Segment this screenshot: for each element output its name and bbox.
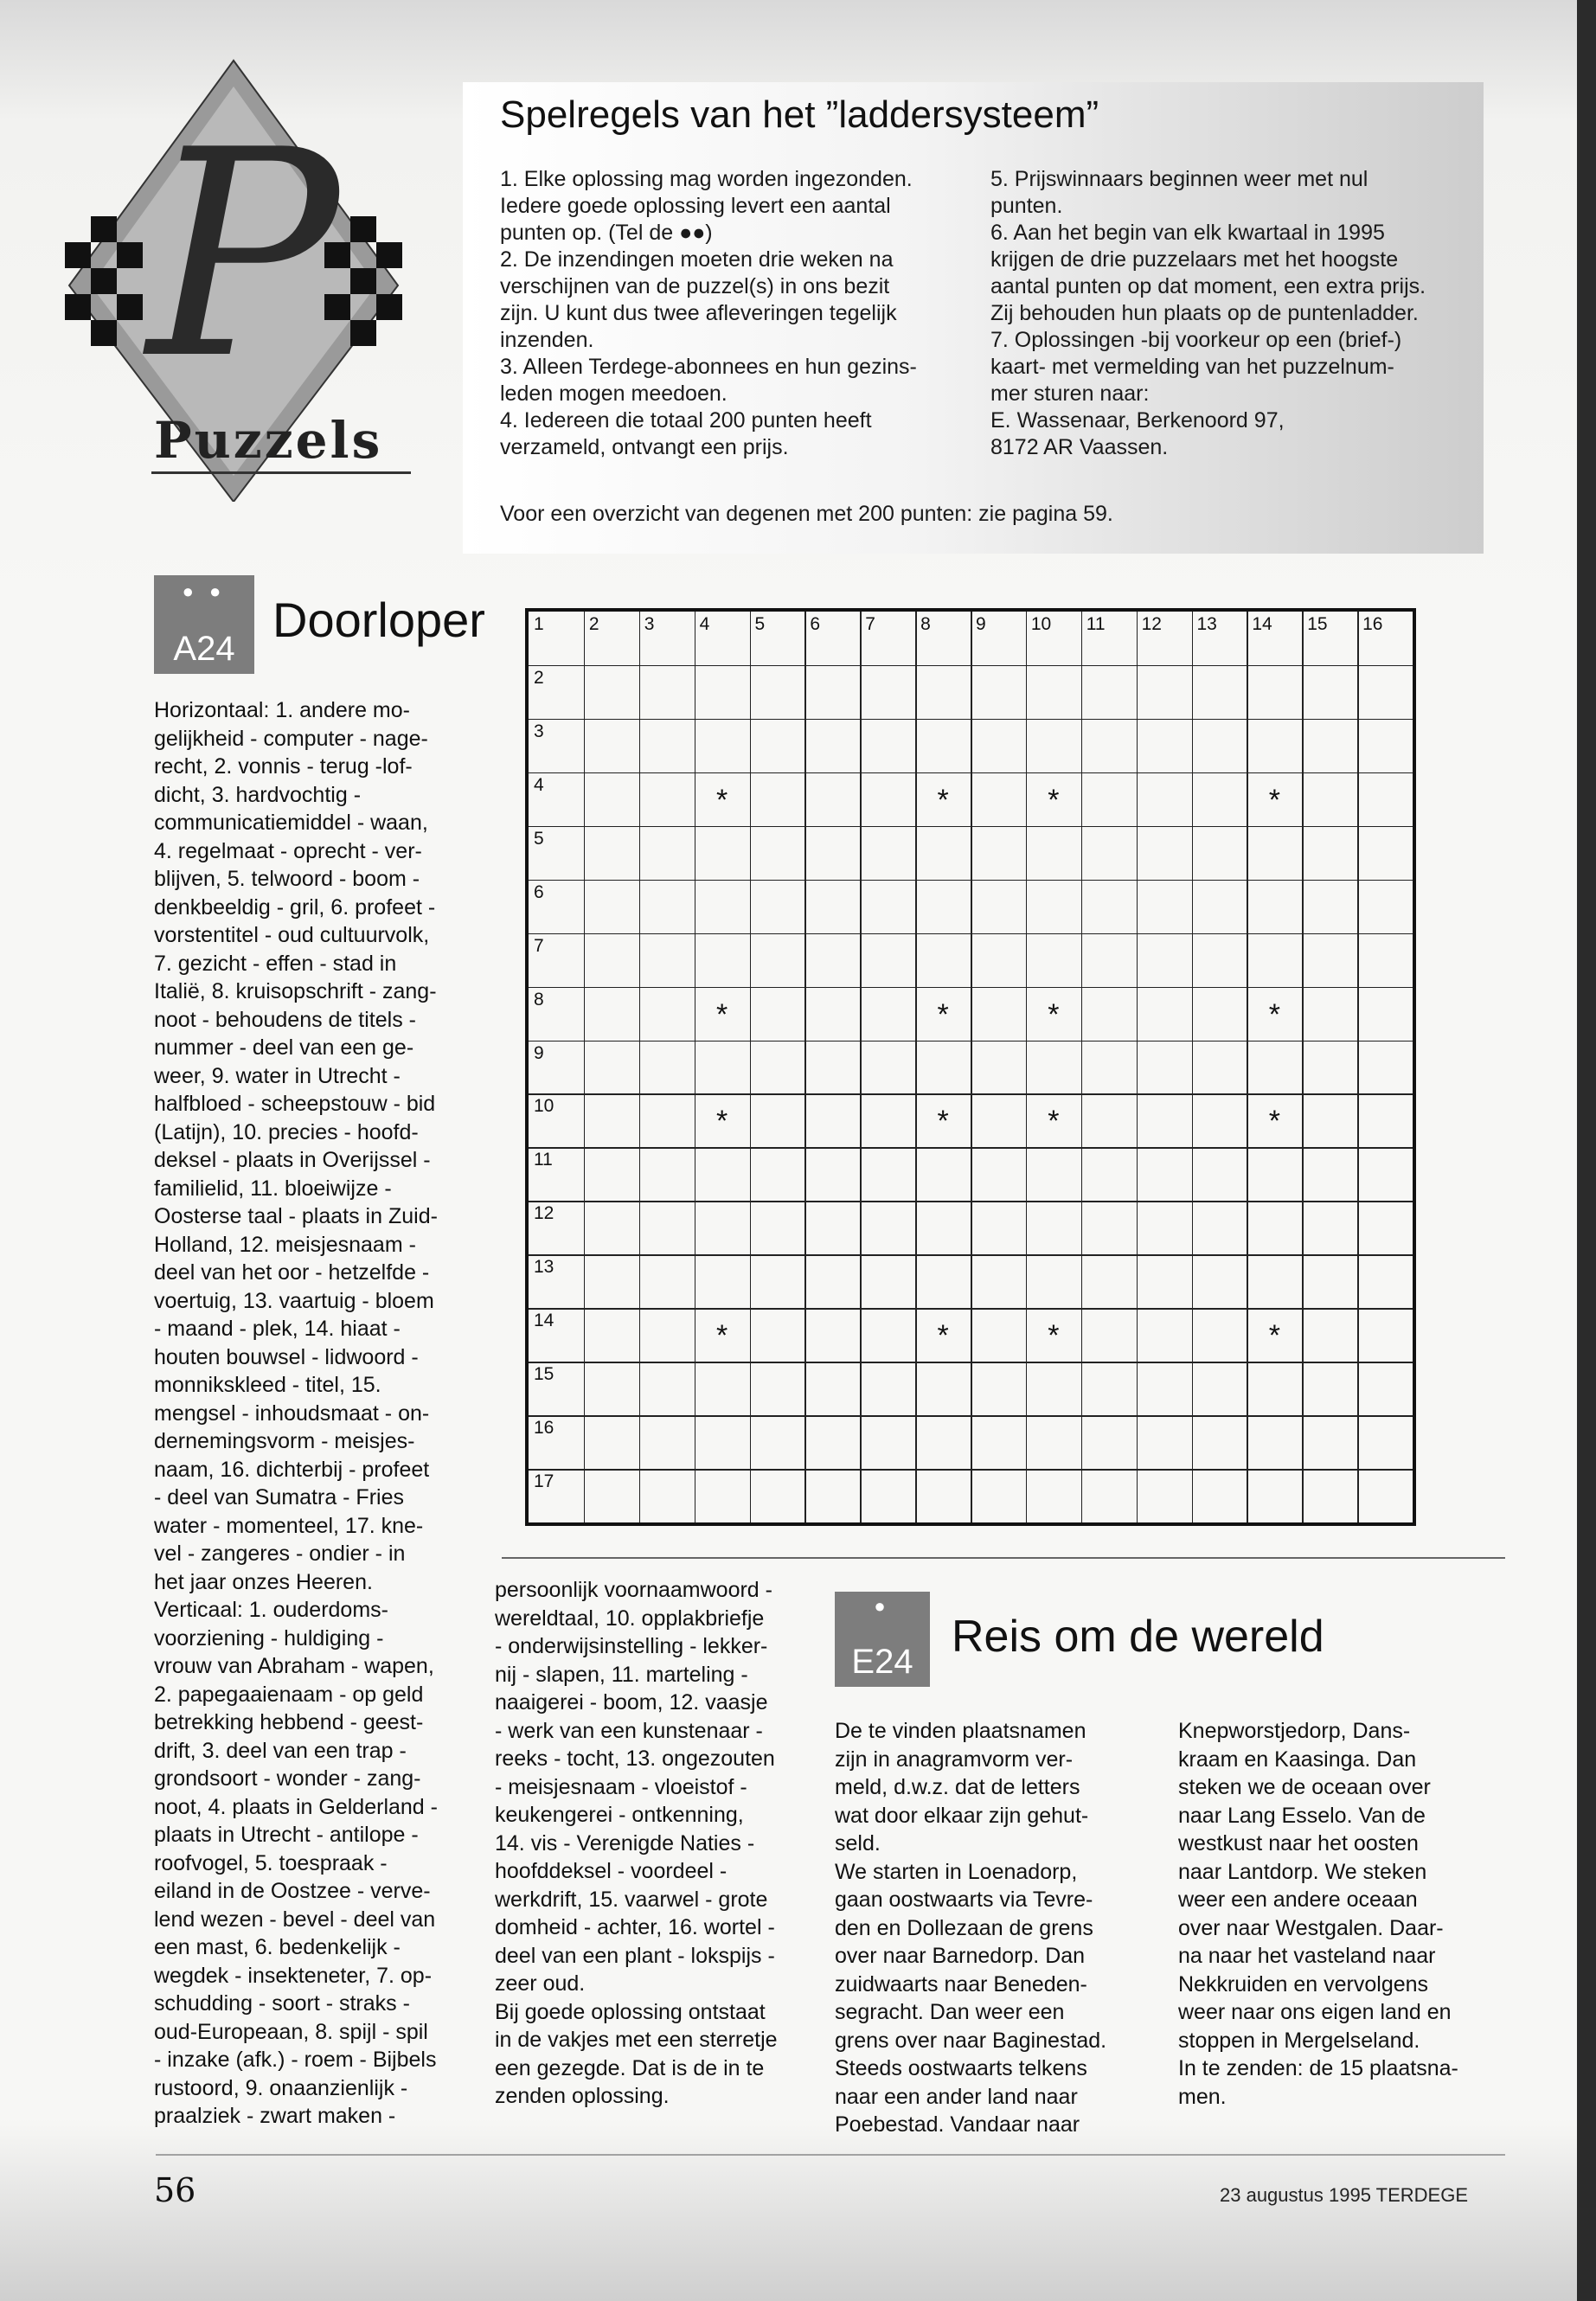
a24-code: A24 (173, 630, 235, 668)
grid-row-number: 13 (534, 1257, 554, 1278)
grid-column-line (804, 612, 806, 1522)
text-line: roofvogel, 5. toespraak - (154, 1850, 388, 1875)
text-line: 4. Iedereen die totaal 200 punten heeft (500, 408, 872, 433)
text-line: deel van een plant - lokspijs - (495, 1943, 775, 1968)
logo-underline (151, 471, 411, 474)
text-line: Steeds oostwaarts telkens (835, 2056, 1087, 2080)
text-line: Poebestad. Vandaar naar (835, 2112, 1080, 2137)
grid-row-line (529, 1308, 1413, 1310)
text-line: communicatiemiddel - waan, (154, 811, 428, 835)
text-line: kaart- met vermelding van het puzzelnum- (990, 355, 1394, 379)
text-line: dicht, 3. hardvochtig - (154, 782, 362, 807)
text-line: deksel - plaats in Overijssel - (154, 1148, 431, 1172)
text-line: 2. De inzendingen moeten drie weken na (500, 247, 894, 272)
text-line: - maand - plek, 14. hiaat - (154, 1317, 401, 1341)
grid-row-line (529, 1093, 1413, 1095)
text-line: - meisjesnaam - vloeistof - (495, 1774, 747, 1799)
text-line: schudding - soort - straks - (154, 1991, 410, 2016)
text-line: in de vakjes met een sterretje (495, 2028, 778, 2052)
text-line: We starten in Loenadorp, (835, 1859, 1078, 1884)
text-line: 8172 AR Vaassen. (990, 435, 1169, 459)
grid-row-line (529, 933, 1413, 935)
text-line: 1. Elke oplossing mag worden ingezonden. (500, 167, 913, 191)
grid-row-line (529, 1201, 1413, 1202)
logo-letter: P (147, 89, 340, 421)
grid-star-cell: * (1268, 1105, 1280, 1138)
text-line: - inzake (afk.) - roem - Bijbels (154, 2048, 437, 2072)
grid-column-number: 9 (976, 614, 986, 634)
e24-badge (835, 1592, 930, 1687)
grid-column-number: 6 (810, 614, 821, 634)
text-line: Nekkruiden en vervolgens (1178, 1971, 1429, 1997)
text-line: kraam en Kaasinga. Dan (1178, 1747, 1417, 1772)
text-line: 3. Alleen Terdege-abonnees en hun gezins- (500, 355, 917, 379)
grid-row-line (529, 719, 1413, 721)
text-line: persoonlijk voornaamwoord - (495, 1578, 772, 1602)
text-line: een mast, 6. bedenkelijk - (154, 1935, 401, 1959)
grid-star-cell: * (937, 783, 949, 817)
text-line: mengsel - inhoudsmaat - on- (154, 1400, 430, 1426)
grid-row-line (529, 1415, 1413, 1417)
text-line: 14. vis - Verenigde Naties - (495, 1830, 755, 1856)
grid-column-line (860, 612, 862, 1522)
text-line: wat door elkaar zijn gehut- (835, 1803, 1089, 1828)
grid-star-cell: * (937, 1105, 949, 1138)
doorloper-title: Doorloper (272, 593, 485, 647)
grid-row-line (529, 772, 1413, 774)
rules-footer: Voor een overzicht van degenen met 200 punten: zie pagina 59. (500, 502, 1113, 526)
text-line: domheid - achter, 16. wortel - (495, 1915, 775, 1939)
grid-column-number: 16 (1362, 614, 1383, 634)
text-line: water - momenteel, 17. kne- (154, 1513, 424, 1538)
grid-row-number: 2 (534, 667, 544, 688)
text-line: halfbloed - scheepstouw - bid (154, 1092, 436, 1116)
text-line: lend wezen - bevel - deel van (154, 1907, 436, 1932)
grid-star-cell: * (1268, 1319, 1280, 1353)
grid-star-cell: * (1048, 1319, 1060, 1353)
text-line: (Latijn), 10. precies - hoofd- (154, 1119, 419, 1144)
text-line: men. (1178, 2084, 1227, 2109)
text-line: nij - slapen, 11. marteling - (495, 1662, 748, 1687)
text-line: werkdrift, 15. vaarwel - grote (495, 1887, 768, 1912)
grid-column-number: 4 (699, 614, 710, 634)
text-line: hoofddeksel - voordeel - (495, 1859, 727, 1883)
text-line: nummer - deel van een ge- (154, 1035, 414, 1060)
text-line: naaigerei - boom, 12. vaasje (495, 1690, 768, 1715)
text-line: leden mogen meedoen. (500, 381, 727, 406)
reis-column-1 (835, 1717, 1146, 2139)
text-line: 2. papegaaienaam - op geld (154, 1682, 424, 1707)
grid-column-number: 7 (865, 614, 875, 634)
text-line: noot, 4. plaats in Gelderland - (154, 1794, 438, 1819)
reis-column-2 (1178, 1717, 1490, 2111)
grid-star-cell: * (715, 783, 728, 817)
grid-row-number: 12 (534, 1203, 554, 1224)
text-line: stoppen in Mergelseland. (1178, 2028, 1420, 2053)
text-line: den en Dollezaan de grens (835, 1915, 1093, 1940)
text-line: westkust naar het oosten (1178, 1831, 1419, 1856)
grid-row-number: 7 (534, 935, 544, 956)
e24-code: E24 (851, 1643, 913, 1681)
text-line: drift, 3. deel van een trap - (154, 1738, 407, 1763)
grid-row-number: 5 (534, 828, 544, 849)
grid-row-number: 10 (534, 1096, 554, 1117)
grid-column-line (1192, 612, 1194, 1522)
text-line: 6. Aan het begin van elk kwartaal in 1995 (990, 221, 1385, 245)
grid-row-line (529, 1147, 1413, 1149)
grid-column-line (639, 612, 641, 1522)
text-line: E. Wassenaar, Berkenoord 97, (990, 408, 1285, 433)
text-line: weer een andere oceaan (1178, 1888, 1418, 1912)
text-line: vorstentitel - oud cultuurvolk, (154, 923, 430, 947)
grid-column-number: 14 (1252, 614, 1272, 634)
text-line: praalziek - zwart maken - (154, 2104, 396, 2128)
text-line: seld. (835, 1831, 881, 1856)
grid-column-line (750, 612, 752, 1522)
text-line: houten bouwsel - lidwoord - (154, 1344, 419, 1369)
text-line: verzameld, ontvangt een prijs. (500, 435, 789, 459)
grid-column-number: 12 (1141, 614, 1162, 634)
crossword-grid[interactable] (525, 608, 1416, 1526)
text-line: verschijnen van de puzzel(s) in ons bezit (500, 274, 890, 298)
text-line: keukengerei - ontkenning, (495, 1803, 744, 1827)
text-line: vrouw van Abraham - wapen, (154, 1654, 434, 1678)
grid-row-number: 11 (534, 1150, 553, 1170)
grid-row-number: 15 (534, 1364, 554, 1385)
text-line: noot - behoudens de titels - (154, 1007, 416, 1032)
grid-column-line (1137, 612, 1138, 1522)
grid-star-cell: * (1048, 783, 1060, 817)
text-line: 7. gezicht - effen - stad in (154, 951, 397, 976)
text-line: rustoord, 9. onaanzienlijk - (154, 2075, 408, 2100)
text-line: over naar Westgalen. Daar- (1178, 1915, 1444, 1940)
text-line: over naar Barnedorp. Dan (835, 1944, 1086, 1968)
text-line: - deel van Sumatra - Fries (154, 1485, 404, 1509)
e24-points-dots: ● (874, 1595, 891, 1617)
text-line: na naar het vasteland naar (1178, 1944, 1436, 1968)
grid-row-line (529, 1362, 1413, 1363)
text-line: wegdek - insekteneter, 7. op- (154, 1963, 433, 1988)
a24-points-dots: ● ● (182, 580, 227, 602)
text-line: meld, d.w.z. dat de letters (835, 1775, 1080, 1799)
scan-edge (1577, 0, 1596, 2301)
grid-star-cell: * (715, 1319, 728, 1353)
grid-row-number: 6 (534, 881, 544, 902)
text-line: 4. regelmaat - oprecht - ver- (154, 838, 422, 863)
text-line: Italië, 8. kruisopschrift - zang- (154, 979, 437, 1003)
grid-column-number: 8 (920, 614, 931, 634)
grid-column-number: 15 (1307, 614, 1328, 634)
text-line: segracht. Dan weer een (835, 2000, 1065, 2024)
text-line: dernemingsvorm - meisjes- (154, 1429, 415, 1453)
text-line: mer sturen naar: (990, 381, 1150, 406)
text-line: aantal punten op dat moment, een extra prijs. (990, 274, 1426, 298)
text-line: Zij behouden hun plaats op de puntenladder. (990, 301, 1419, 325)
grid-row-line (529, 665, 1413, 667)
text-line: - onderwijsinstelling - lekker- (495, 1634, 768, 1658)
text-line: Horizontaal: 1. andere mo- (154, 698, 410, 722)
text-line: een gezegde. Dat is de in te (495, 2055, 765, 2080)
text-line: voorziening - huldiging - (154, 1625, 384, 1650)
text-line: blijven, 5. telwoord - boom - (154, 867, 420, 891)
doorloper-clues-middle (495, 1576, 815, 2111)
text-line: In te zenden: de 15 plaatsna- (1178, 2056, 1458, 2080)
grid-row-number: 4 (534, 774, 544, 795)
grid-row-line (529, 1254, 1413, 1256)
section-divider (502, 1557, 1505, 1559)
grid-column-number: 3 (644, 614, 655, 634)
text-line: inzenden. (500, 328, 594, 352)
grid-column-line (1026, 612, 1028, 1522)
grid-star-cell: * (715, 997, 728, 1031)
text-line: naar Lang Esselo. Van de (1178, 1803, 1426, 1828)
doorloper-clues-left (154, 696, 474, 2131)
grid-column-line (1081, 612, 1083, 1522)
text-line: wereldtaal, 10. opplakbriefje (495, 1606, 765, 1631)
text-line: gelijkheid - computer - nage- (154, 726, 428, 751)
grid-column-line (584, 612, 586, 1522)
text-line: De te vinden plaatsnamen (835, 1719, 1086, 1743)
text-line: denkbeeldig - gril, 6. profeet - (154, 894, 436, 920)
grid-row-line (529, 880, 1413, 881)
text-line: deel van het oor - hetzelfde - (154, 1260, 430, 1285)
text-line: voertuig, 13. vaartuig - bloem (154, 1288, 434, 1313)
grid-star-cell: * (1048, 997, 1060, 1031)
grid-column-line (971, 612, 972, 1522)
grid-column-line (1247, 612, 1248, 1522)
text-line: familielid, 11. bloeiwijze - (154, 1176, 392, 1201)
text-line: vel - zangeres - ondier - in (154, 1541, 406, 1566)
grid-star-cell: * (937, 1319, 949, 1353)
grid-row-number: 14 (534, 1311, 554, 1331)
grid-row-number: 17 (534, 1471, 554, 1492)
grid-row-number: 9 (534, 1042, 544, 1063)
text-line: Bij goede oplossing ontstaat (495, 1999, 766, 2024)
grid-column-number: 2 (588, 614, 599, 634)
grid-star-cell: * (937, 997, 949, 1031)
text-line: Holland, 12. meisjesnaam - (154, 1232, 416, 1257)
text-line: Knepworstjedorp, Dans- (1178, 1719, 1411, 1743)
page-number: 56 (154, 2171, 196, 2209)
grid-row-line (529, 826, 1413, 828)
grid-star-cell: * (1268, 997, 1280, 1031)
text-line: 5. Prijswinnaars beginnen weer met nul (990, 167, 1368, 191)
grid-star-cell: * (1268, 783, 1280, 817)
grid-row-number: 16 (534, 1418, 554, 1439)
text-line: krijgen de drie puzzelaars met het hoogste (990, 247, 1399, 272)
rules-left-column (500, 166, 950, 461)
text-line: punten. (990, 194, 1063, 218)
grid-column-number: 13 (1196, 614, 1217, 634)
grid-column-number: 5 (754, 614, 766, 634)
rules-title: Spelregels van het ”laddersysteem” (500, 93, 1099, 136)
text-line: steken we de oceaan over (1178, 1775, 1431, 1799)
text-line: punten op. (Tel de ●●) (500, 221, 713, 245)
text-line: Verticaal: 1. ouderdoms- (154, 1598, 388, 1622)
grid-column-number: 10 (1030, 614, 1052, 634)
text-line: monnikskleed - titel, 15. (154, 1373, 381, 1397)
grid-row-line (529, 987, 1413, 989)
text-line: Oosterse taal - plaats in Zuid- (154, 1204, 438, 1228)
reis-title: Reis om de wereld (952, 1612, 1324, 1662)
text-line: 7. Oplossingen -bij voorkeur op een (brief-) (990, 328, 1402, 352)
grid-row-number: 3 (534, 721, 544, 741)
text-line: zenden oplossing. (495, 2084, 670, 2108)
grid-row-line (529, 1041, 1413, 1042)
text-line: - werk van een kunstenaar - (495, 1718, 763, 1743)
grid-star-cell: * (1048, 1105, 1060, 1138)
grid-row-line (529, 1469, 1413, 1471)
text-line: naar Lantdorp. We steken (1178, 1859, 1427, 1884)
grid-column-number: 1 (534, 614, 544, 634)
text-line: het jaar onzes Heeren. (154, 1569, 373, 1594)
rules-right-column (990, 166, 1475, 461)
text-line: Iedere goede oplossing levert een aantal (500, 194, 891, 218)
text-line: plaats in Utrecht - antilope - (154, 1823, 419, 1847)
text-line: oud-Europeaan, 8. spijl - spil (154, 2019, 428, 2044)
text-line: zeer oud. (495, 1971, 586, 1996)
issue-date: 23 augustus 1995 TERDEGE (1220, 2184, 1468, 2206)
grid-column-line (1357, 612, 1359, 1522)
text-line: reeks - tocht, 13. ongezouten (495, 1747, 775, 1771)
grid-column-line (915, 612, 917, 1522)
text-line: zuidwaarts naar Beneden- (835, 1971, 1087, 1997)
text-line: grens over naar Baginestad. (835, 2028, 1107, 2053)
footer-rule (156, 2154, 1505, 2156)
text-line: naar een ander land naar (835, 2084, 1078, 2109)
grid-column-line (695, 612, 696, 1522)
text-line: naam, 16. dichterbij - profeet (154, 1457, 430, 1482)
grid-star-cell: * (715, 1105, 728, 1138)
text-line: betrekking hebbend - geest- (154, 1710, 424, 1734)
text-line: weer, 9. water in Utrecht - (154, 1063, 401, 1088)
grid-column-line (1302, 612, 1304, 1522)
text-line: eiland in de Oostzee - verve- (154, 1879, 431, 1903)
text-line: grondsoort - wonder - zang- (154, 1766, 421, 1791)
text-line: gaan oostwaarts via Tevre- (835, 1888, 1093, 1912)
grid-column-number: 11 (1086, 614, 1106, 634)
grid-row-number: 8 (534, 989, 544, 1009)
text-line: weer naar ons eigen land en (1178, 2000, 1452, 2024)
logo-word: Puzzels (154, 411, 383, 470)
text-line: recht, 2. vonnis - terug -lof- (154, 754, 413, 779)
text-line: zijn in anagramvorm ver- (835, 1747, 1074, 1772)
text-line: zijn. U kunt dus twee afleveringen tegelijk (500, 301, 897, 325)
a24-badge (154, 575, 254, 674)
